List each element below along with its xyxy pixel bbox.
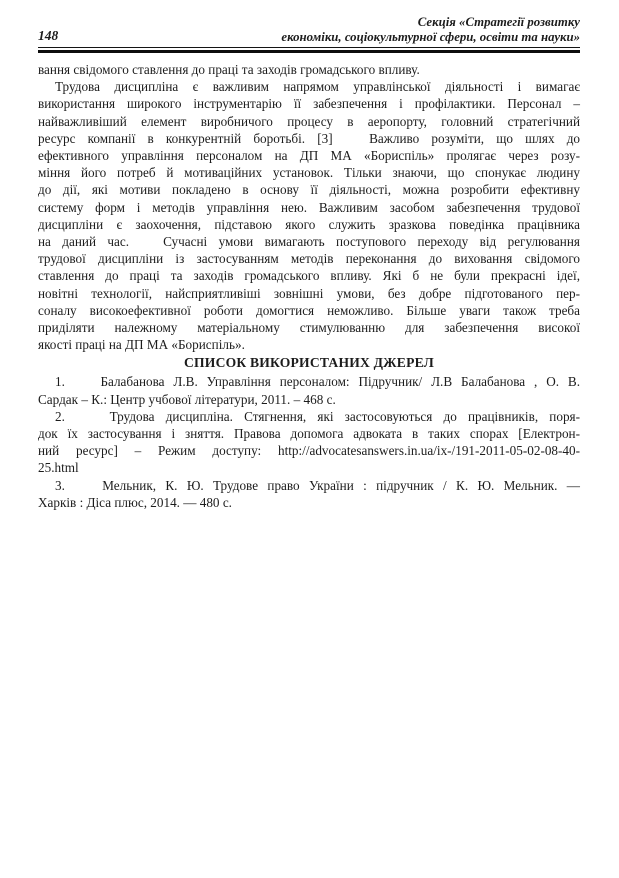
references-list: [38, 373, 580, 511]
body-text: [38, 61, 580, 511]
text-line: на даний час. Сучасні умови вимагають поступового переходу від регулювання: [38, 234, 580, 250]
reference-item: [38, 477, 580, 511]
text-line: ставлення до праці та заходів громадського впливу. Які б не були прекрасні ідеї,: [38, 268, 580, 284]
text-line: міння його потреб й мотиваційних установок. Тільки знаючи, що спонукає людину: [38, 165, 580, 181]
text-line: систему форм і методів управління нею. Важливим засобом забезпечення трудової: [38, 199, 580, 215]
section-title-line1: Секція «Стратегії розвитку: [417, 15, 580, 29]
text-line: ний ресурс] – Режим доступу: http://advocatesanswers.in.ua/ix-/191-2011-05-02-08-40-: [38, 443, 580, 459]
header-rule: [38, 47, 580, 53]
text-line: приділяти належному матеріальному стимулюванню для забезпечення високої: [38, 320, 580, 336]
text-line: ефективного управління персоналом на ДП МА «Бориспіль» пролягає через розу-: [38, 148, 580, 164]
text-line: використання широкого інструментарію її забезпечення і профілактики. Персонал –: [38, 96, 580, 112]
text-line: 1. Балабанова Л.В. Управління персоналом: Підручник/ Л.В Балабанова , О. В.: [55, 374, 580, 390]
text-line: Харків : Діса плюс, 2014. — 480 с.: [38, 494, 232, 510]
paragraph-main: [38, 78, 580, 353]
body-paragraphs: [38, 61, 580, 353]
section-title-line2: економіки, соціокультурної сфери, освіти та науки»: [281, 30, 580, 44]
text-line: Трудова дисципліна є важливим напрямом управлінської діяльності і вимагає: [55, 79, 580, 95]
text-line: якості праці на ДП МА «Бориспіль».: [38, 337, 245, 353]
text-line: док їх застосування і зняття. Правова допомога адвоката в таких спорах [Електрон-: [38, 426, 580, 442]
text-line: ресурс компанії в конкурентній боротьбі. [3] Важливо розуміти, що шлях до: [38, 130, 580, 146]
text-line: дисципліни є заохочення, підставою якого служить зразкова поведінка працівника: [38, 216, 580, 232]
text-line: Сардак – К.: Центр учбової літератури, 2011. – 468 с.: [38, 391, 336, 407]
text-line: 2. Трудова дисципліна. Стягнення, які застосовуються до працівників, поря-: [55, 408, 580, 424]
text-line: новітні технології, найсприятливіші зовнішні умови, без добре підготованого пер-: [38, 285, 580, 301]
text-line: найважливіший елемент виробничого процесу в аеропорту, головний стратегічний: [38, 113, 580, 129]
text-line: вання свідомого ставлення до праці та заходів громадського впливу.: [38, 62, 420, 77]
paragraph-continuation: [38, 61, 580, 78]
text-line: 25.html: [38, 460, 79, 476]
page-number: 148: [38, 28, 59, 43]
text-line: 3. Мельник, К. Ю. Трудове право України : підручник / К. Ю. Мельник. —: [55, 477, 580, 493]
text-line: до дії, які мотиви покладено в основу її діяльності, можна розробити ефективну: [38, 182, 580, 198]
references-heading: СПИСОК ВИКОРИСТАНИХ ДЖЕРЕЛ: [184, 355, 434, 371]
page-header: [38, 15, 580, 45]
text-line: соналу високоефективної роботи домогтися неможливо. Більше уваги також треба: [38, 302, 580, 318]
reference-item: [38, 373, 580, 407]
reference-item: [38, 408, 580, 477]
text-line: трудової дисципліни із застосуванням методів переконання до виховання свідомого: [38, 251, 580, 267]
section-title: [281, 15, 580, 45]
